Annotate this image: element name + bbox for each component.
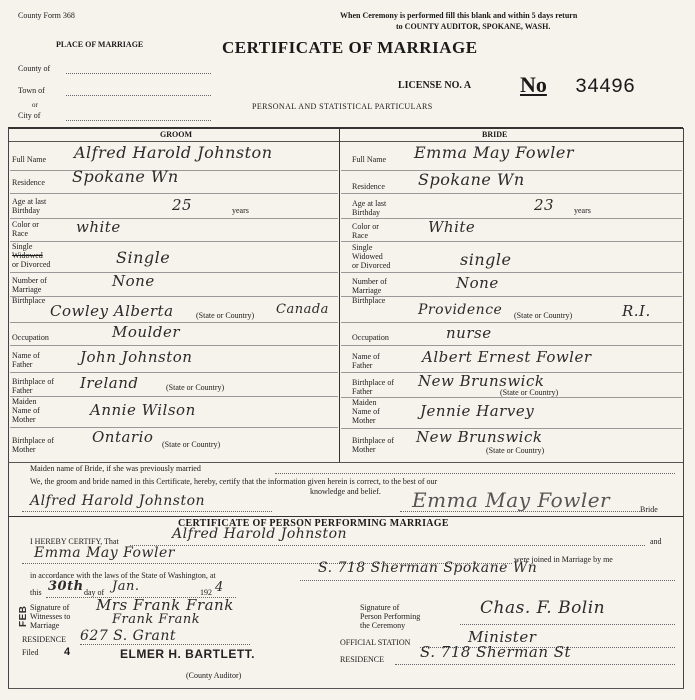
filed-date: 4 [64,646,71,658]
accordance-label: in accordance with the laws of the State of Washington, at [30,571,216,580]
witness-residence: 627 S. Grant [80,628,177,644]
bride-mother-birthplace-state-label: (State or Country) [486,446,545,455]
county-line [66,73,211,74]
bride-signature-line [400,511,640,512]
filed-label: Filed [22,648,39,657]
right-border [683,128,684,688]
page-title: CERTIFICATE OF MARRIAGE [222,38,478,57]
groom-birthplace: Cowley Alberta [50,302,174,320]
officiant-groom-name: Alfred Harold Johnston [172,526,348,542]
groom-father-birthplace-label-2: Father [12,386,33,395]
row-rule [341,218,682,219]
bride-father-label-2: Father [352,361,373,370]
bride-birthplace-state-label: (State or Country) [514,311,573,320]
groom-mother-label-1: Maiden [12,397,37,406]
particulars-subtitle: PERSONAL AND STATISTICAL PARTICULARS [252,102,433,111]
witness-label-1: Signature of [30,603,70,612]
groom-full-name: Alfred Harold Johnston [74,143,273,162]
year-suffix: 4 [215,580,224,595]
groom-birthplace-state-label: (State or Country) [196,311,255,320]
groom-father-birthplace-label-1: Birthplace of [12,377,54,386]
bottom-border [8,688,684,689]
row-rule [341,272,682,273]
heading-rule [8,141,683,142]
row-rule [10,218,338,219]
bride-age: 23 [534,196,555,214]
officiant-signature: Chas. F. Bolin [480,598,606,618]
officiant-sig-label-1: Signature of [360,603,400,612]
instruction-line-1: When Ceremony is performed fill this blank and within 5 days return [340,11,578,20]
officiant-residence-line [395,664,675,665]
declaration-text-1: We, the groom and bride named in this Certificate, hereby, certify that the information given herein is correct, to the best of our [30,477,438,486]
bride-birthplace-state: R.I. [622,302,651,320]
bride-father-birthplace: New Brunswick [418,372,545,390]
groom-birthplace-country: Canada [276,302,329,317]
groom-color-label-1: Color or [12,220,39,229]
groom-status-label-1: Single [12,242,33,251]
groom-mother-birthplace: Ontario [92,428,154,446]
bride-age-label-1: Age at last [352,199,387,208]
town-line [66,95,211,96]
year-prefix: 192 [200,588,212,597]
row-rule [10,193,338,194]
bride-mother-label-1: Maiden [352,398,377,407]
bride-status-label-2: Widowed [352,252,383,261]
bride-residence: Spokane Wn [418,170,525,189]
bride-mother-label-3: Mother [352,416,376,425]
declaration-text-2: knowledge and belief. [310,487,381,496]
bride-father-label-1: Name of [352,352,380,361]
row-rule [10,396,338,397]
bride-color-label-2: Race [352,231,368,240]
joined-label: were joined in Marriage by me [514,555,613,564]
bride-full-name: Emma May Fowler [414,143,574,162]
officiant-sig-label-2: Person Performing [360,612,421,621]
groom-full-name-label: Full Name [12,155,46,164]
groom-mother-name: Annie Wilson [90,401,196,419]
bride-mother-name: Jennie Harvey [420,402,535,420]
groom-marriage-number: None [112,272,155,290]
groom-occupation: Moulder [112,323,180,341]
bride-years-label: years [574,206,591,215]
bride-color: White [428,218,476,236]
column-divider [339,128,340,462]
groom-father-label-1: Name of [12,351,40,360]
official-station: Minister [468,628,537,646]
number-symbol: No [520,72,547,97]
witness-residence-label: RESIDENCE [22,635,66,644]
bride-age-label-2: Birthday [352,208,380,217]
groom-mother-birthplace-state-label: (State or Country) [162,440,221,449]
officiant-heading: CERTIFICATE OF PERSON PERFORMING MARRIAGE [178,518,449,529]
groom-mother-label-3: Mother [12,415,36,424]
bride-residence-label: Residence [352,182,385,191]
bride-color-label-1: Color or [352,222,379,231]
bride-mother-label-2: Name of [352,407,380,416]
county-auditor-label: (County Auditor) [186,671,242,680]
groom-birthplace-label: Birthplace [12,296,46,305]
witness-residence-line [80,644,250,645]
place-line [300,580,675,581]
witness-2-signature: Frank Frank [112,612,201,627]
bride-marriage-number-label-2: Marriage [352,286,382,295]
and-label: and [650,537,662,546]
certify-label: I HEREBY CERTIFY, That [30,537,119,546]
officiant-residence: S. 718 Sherman St [420,643,572,661]
town-label: Town of [18,86,45,95]
or-label: or [32,101,38,109]
row-rule [341,345,682,346]
row-rule [341,241,682,242]
marriage-day: 30th [48,579,84,594]
bride-mother-birthplace-label-2: Mother [352,445,376,454]
city-line [66,120,211,121]
certify-line [130,545,645,546]
groom-father-name: John Johnston [80,348,193,366]
row-rule [10,272,338,273]
row-rule [341,193,682,194]
table-top-rule [8,127,683,129]
filed-month-stamp: FEB [18,605,29,627]
groom-marriage-number-label-2: Marriage [12,285,42,294]
county-label: County of [18,64,51,73]
table-bottom-rule [8,462,683,463]
groom-years-label: years [232,206,249,215]
marriage-month: Jan. [112,579,140,594]
groom-status-label-2: Widowed [12,251,43,260]
maiden-name-line [275,473,675,474]
groom-signature: Alfred Harold Johnston [30,493,206,509]
bride-signature: Emma May Fowler [412,488,611,512]
official-station-label: OFFICIAL STATION [340,638,411,647]
groom-color: white [76,218,121,236]
instruction-line-2: to COUNTY AUDITOR, SPOKANE, WASH. [396,22,551,31]
groom-father-birthplace: Ireland [80,374,139,392]
groom-mother-label-2: Name of [12,406,40,415]
bride-father-birthplace-state-label: (State or Country) [500,388,559,397]
groom-status-label-3: or Divorced [12,260,51,269]
license-label: LICENSE NO. A [398,80,472,91]
auditor-stamp: ELMER H. BARTLETT. [120,647,255,661]
officiant-bride-name: Emma May Fowler [34,545,175,561]
groom-residence: Spokane Wn [72,167,179,186]
groom-signature-line [22,511,272,512]
officiant-residence-label: RESIDENCE [340,655,384,664]
groom-age: 25 [172,196,193,214]
bride-occupation-label: Occupation [352,333,389,342]
bride-mother-birthplace-label-1: Birthplace of [352,436,394,445]
witness-1-signature: Mrs Frank Frank [96,596,234,614]
row-rule [341,296,682,297]
marriage-place: S. 718 Sherman Spokane Wn [318,560,538,576]
groom-status: Single [116,248,171,267]
bride-heading: BRIDE [482,130,508,139]
row-rule [10,241,338,242]
form-number: County Form 368 [18,11,75,20]
bride-status: single [460,250,512,269]
groom-mother-birthplace-label-2: Mother [12,445,36,454]
bride-birthplace-label: Birthplace [352,296,386,305]
groom-father-birthplace-state-label: (State or Country) [166,383,225,392]
city-label: City of [18,111,41,120]
bride-father-name: Albert Ernest Fowler [422,348,592,366]
row-rule [10,345,338,346]
groom-occupation-label: Occupation [12,333,49,342]
maiden-name-label: Maiden name of Bride, if she was previously married [30,464,201,473]
officiant-signature-line [460,624,675,625]
row-rule [10,296,338,297]
bride-full-name-label: Full Name [352,155,386,164]
license-number: 34496 [575,76,636,99]
bride-marriage-number-label-1: Number of [352,277,387,286]
bride-occupation: nurse [446,324,492,342]
groom-heading: GROOM [160,130,192,139]
bride-status-label-3: or Divorced [352,261,391,270]
groom-residence-label: Residence [12,178,45,187]
groom-age-label-1: Age at last [12,197,47,206]
officiant-sig-label-3: the Ceremony [360,621,406,630]
bride-status-label-1: Single [352,243,373,252]
groom-marriage-number-label-1: Number of [12,276,47,285]
day-of-label: day of [84,588,105,597]
this-label: this [30,588,42,597]
groom-age-label-2: Birthday [12,206,40,215]
groom-mother-birthplace-label-1: Birthplace of [12,436,54,445]
place-of-marriage-label: PLACE OF MARRIAGE [56,40,144,49]
row-rule [341,397,682,398]
witness-label-3: Marriage [30,621,60,630]
left-border [8,128,9,688]
bride-marriage-number: None [456,274,499,292]
bride-mother-birthplace: New Brunswick [416,428,543,446]
row-rule [341,322,682,323]
groom-color-label-2: Race [12,229,28,238]
witness-label-2: Witnesses to [30,612,71,621]
bride-father-birthplace-label-1: Birthplace of [352,378,394,387]
section-rule [8,516,683,517]
groom-father-label-2: Father [12,360,33,369]
bride-signature-label: Bride [640,505,658,514]
bride-birthplace: Providence [418,302,503,318]
row-rule [10,372,338,373]
row-rule [10,427,338,428]
bride-father-birthplace-label-2: Father [352,387,373,396]
